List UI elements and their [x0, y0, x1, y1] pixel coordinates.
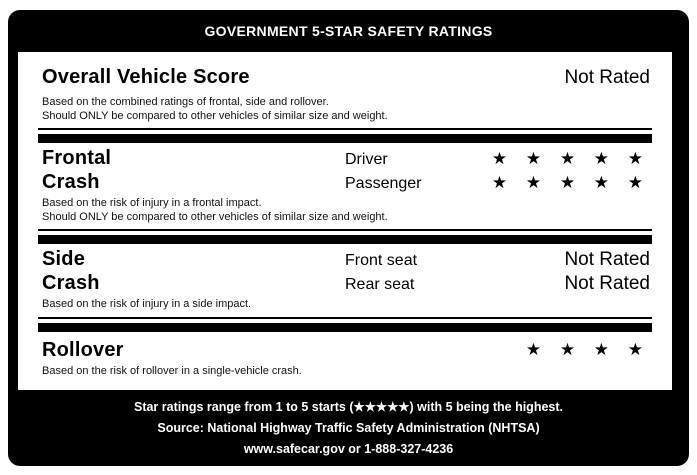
frontal-title-line2: Crash: [42, 171, 100, 193]
overall-title: Overall Vehicle Score: [42, 66, 250, 88]
frontal-note-2: Should ONLY be compared to other vehicles of similar size and weight.: [42, 210, 388, 223]
section-divider: [38, 128, 652, 143]
side-row-front-seat-label: Front seat: [345, 252, 418, 269]
frontal-note-1: Based on the risk of injury in a frontal impact.: [42, 197, 262, 209]
footer-contact-text: www.safecar.gov or 1-888-327-4236: [243, 442, 454, 456]
footer-source-text: Source: National Highway Traffic Safety Administration (NHTSA): [157, 421, 540, 435]
footer-star-range-text: Star ratings range from 1 to 5 starts (★★★★★) with 5 being the highest.: [133, 400, 563, 414]
frontal-driver-star-rating: ★ ★ ★ ★ ★: [491, 149, 650, 168]
overall-note-1: Based on the combined ratings of frontal, side and rollover.: [42, 96, 329, 108]
side-notes: [42, 298, 650, 312]
label-title: GOVERNMENT 5-STAR SAFETY RATINGS: [204, 23, 493, 39]
overall-note-2: Should ONLY be compared to other vehicles of similar size and weight.: [42, 109, 388, 122]
section-frontal: [18, 147, 672, 224]
frontal-passenger-star-rating: ★ ★ ★ ★ ★: [491, 173, 650, 192]
overall-rating: Not Rated: [564, 67, 650, 88]
rollover-star-rating: ★ ★ ★ ★: [525, 340, 650, 359]
frontal-row-passenger-label: Passenger: [345, 175, 422, 192]
safety-ratings-label: [8, 10, 689, 466]
frontal-title-line1: Frontal: [42, 147, 112, 169]
section-side: [18, 248, 672, 312]
side-row-rear-seat-label: Rear seat: [345, 276, 415, 293]
side-title-line2: Crash: [42, 272, 100, 294]
section-divider: [38, 317, 652, 332]
side-note-1: Based on the risk of injury in a side impact.: [42, 298, 252, 310]
side-rear-seat-rating: Not Rated: [564, 273, 650, 294]
rollover-title: Rollover: [42, 338, 124, 361]
frontal-row-driver-label: Driver: [345, 151, 388, 168]
rollover-notes: [42, 365, 650, 379]
section-divider: [38, 229, 652, 244]
ratings-card: [18, 52, 672, 390]
side-title-line1: Side: [42, 248, 86, 270]
section-overall: [18, 59, 672, 123]
frontal-notes: [42, 197, 650, 224]
overall-notes: [42, 96, 650, 123]
section-rollover: [18, 338, 672, 379]
side-front-seat-rating: Not Rated: [564, 249, 650, 270]
label-header: [8, 10, 689, 52]
label-footer: [8, 390, 689, 458]
rollover-note-1: Based on the risk of rollover in a single-vehicle crash.: [42, 364, 302, 377]
